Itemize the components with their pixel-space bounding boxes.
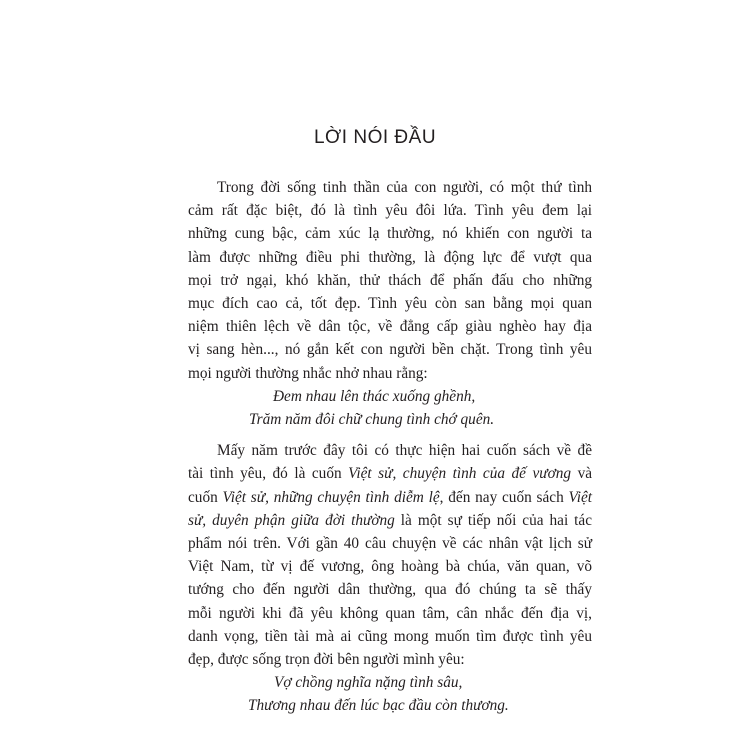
- verse-line: Trăm năm đôi chữ chung tình chớ quên.: [249, 411, 495, 429]
- verse-2: [188, 671, 592, 717]
- text-run: là một sự tiếp nối của hai tác: [394, 511, 593, 529]
- text-line: mọi trở ngại, khó khăn, thử thách để phấn đấu cho những: [188, 271, 592, 289]
- body-text: [188, 176, 592, 718]
- text-run: , đến nay cuốn sách: [439, 488, 569, 506]
- verse-line: Đem nhau lên thác xuống ghềnh,: [273, 387, 476, 405]
- verse-line: Thương nhau đến lúc bạc đầu còn thương.: [248, 697, 509, 715]
- text-line: danh vọng, tiền tài mà ai cũng mong muốn tìm được tình yêu: [188, 627, 592, 645]
- text-line: niệm thiên lệch về dân tộc, về đẳng cấp giàu nghèo hay địa: [188, 318, 592, 336]
- verse-1: [188, 385, 592, 431]
- paragraph-1: [188, 176, 592, 385]
- text-line: [188, 462, 592, 485]
- text-line: cảm rất đặc biệt, đó là tình yêu đôi lứa. Tình yêu đem lại: [188, 202, 592, 220]
- text-line: tướng cho đến người dân thường, qua đó chúng ta sẽ thấy: [188, 581, 592, 599]
- text-run: và: [571, 465, 593, 483]
- text-line: mọi người thường nhắc nhở nhau rằng:: [188, 364, 428, 382]
- text-line: phẩm nói trên. Với gần 40 câu chuyện về các nhân vật lịch sử: [188, 535, 592, 553]
- paragraph-2: [188, 439, 592, 671]
- book-title-italic: Việt sử, những chuyện tình diễm lệ: [222, 488, 440, 506]
- paragraph-gap: [188, 431, 592, 439]
- text-line: mỗi người khi đã yêu không quan tâm, cân nhắc đến địa vị,: [188, 604, 592, 622]
- text-line: mục đích cao cả, tốt đẹp. Tình yêu còn san bằng mọi quan: [188, 295, 592, 313]
- text-line: Trong đời sống tinh thần của con người, có một thứ tình: [217, 179, 592, 196]
- verse-line: Vợ chồng nghĩa nặng tình sâu,: [274, 674, 463, 692]
- book-title-italic: Việt sử, chuyện tình của đế vương: [348, 465, 572, 483]
- text-line: vị sang hèn..., nó gắn kết con người bền chặt. Trong tình yêu: [188, 341, 592, 359]
- text-line: những cung bậc, cảm xúc lạ thường, nó khiến con người ta: [188, 225, 592, 243]
- page-title: LỜI NÓI ĐẦU: [313, 127, 437, 148]
- text-line: Việt Nam, từ vị đế vương, ông hoàng bà chúa, văn quan, võ: [188, 558, 592, 576]
- text-run: tài tình yêu, đó là cuốn: [188, 465, 349, 483]
- text-line: [188, 486, 592, 509]
- text-line: [188, 509, 592, 532]
- text-line: đẹp, được sống trọn đời bên người mình yêu:: [188, 651, 465, 669]
- book-title-italic: Việt: [568, 488, 592, 506]
- book-title-italic: sử, duyên phận giữa đời thường: [188, 511, 395, 529]
- text-line: làm được những điều phi thường, là động lực để vượt qua: [188, 248, 592, 266]
- text-run: cuốn: [188, 488, 223, 506]
- text-line: Mấy năm trước đây tôi có thực hiện hai cuốn sách về đề: [217, 442, 592, 460]
